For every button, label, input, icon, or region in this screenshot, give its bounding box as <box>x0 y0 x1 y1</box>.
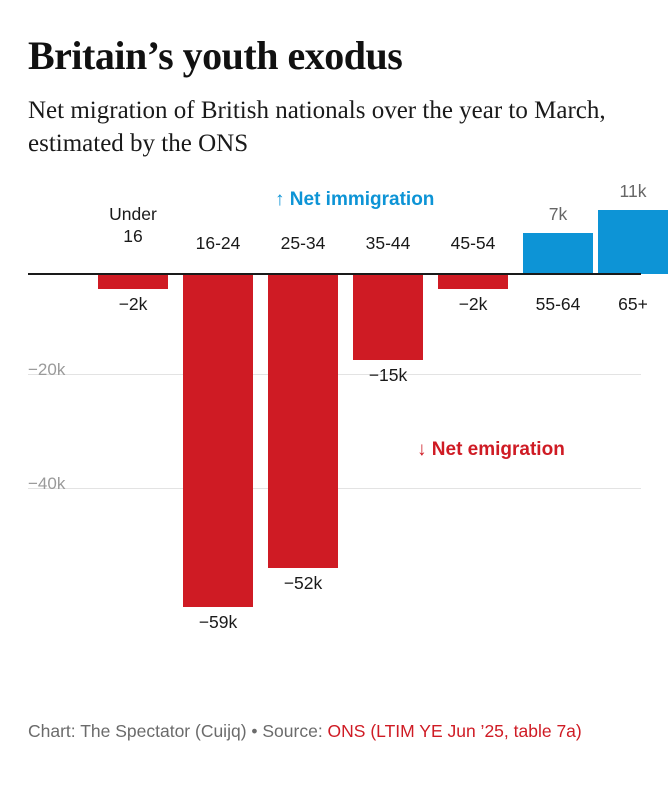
chart-credit: Chart: The Spectator (Cuijq) • Source: <box>28 721 328 741</box>
category-label-55-64 <box>515 294 601 316</box>
category-label-16-24-line1: 16-24 <box>195 233 241 253</box>
bar-16-24[interactable] <box>183 275 253 607</box>
category-label-16-24 <box>175 233 261 255</box>
value-label-16-24: −59k <box>198 612 238 632</box>
annotation-net-emigration: ↓ Net emigration <box>417 439 565 460</box>
page-subtitle: Net migration of British nationals over the year to March, estimated by the ONS <box>28 97 606 157</box>
category-label-65-plus-line1: 65+ <box>618 294 648 314</box>
category-label-35-44 <box>345 233 431 255</box>
plot-area <box>28 181 648 666</box>
value-label-55-64: 7k <box>548 204 568 224</box>
category-label-35-44-line1: 35-44 <box>365 233 411 253</box>
bar-under-16[interactable] <box>98 275 168 289</box>
bar-45-54[interactable] <box>438 275 508 289</box>
category-label-65-plus <box>590 294 669 316</box>
value-label-45-54: −2k <box>458 294 488 314</box>
bar-chart <box>28 181 648 666</box>
category-label-under-16-line1: Under <box>109 204 157 224</box>
category-label-under-16 <box>90 204 176 248</box>
category-label-45-54 <box>430 233 516 255</box>
chart-source[interactable]: ONS (LTIM YE Jun ’25, table 7a) <box>327 721 582 741</box>
ytick-label-minus40k: −40k <box>28 474 66 493</box>
bar-25-34[interactable] <box>268 275 338 568</box>
value-label-35-44: −15k <box>368 365 408 385</box>
value-label-25-34: −52k <box>283 573 323 593</box>
category-label-25-34-line1: 25-34 <box>280 233 326 253</box>
category-label-under-16-line2: 16 <box>123 225 143 246</box>
category-label-55-64-line1: 55-64 <box>535 294 581 314</box>
annotation-net-immigration: ↑ Net immigration <box>275 189 435 210</box>
category-label-45-54-line1: 45-54 <box>450 233 496 253</box>
chart-footer <box>28 718 641 744</box>
zero-axis-line <box>28 273 641 275</box>
category-label-25-34 <box>260 233 346 255</box>
ytick-label-minus20k: −20k <box>28 360 66 379</box>
bar-55-64[interactable] <box>523 233 593 274</box>
value-label-under-16: −2k <box>118 294 148 314</box>
bar-65-plus[interactable] <box>598 210 668 274</box>
page-title: Britain’s youth exodus <box>28 33 403 78</box>
bar-35-44[interactable] <box>353 275 423 360</box>
value-label-65-plus: 11k <box>619 181 647 201</box>
